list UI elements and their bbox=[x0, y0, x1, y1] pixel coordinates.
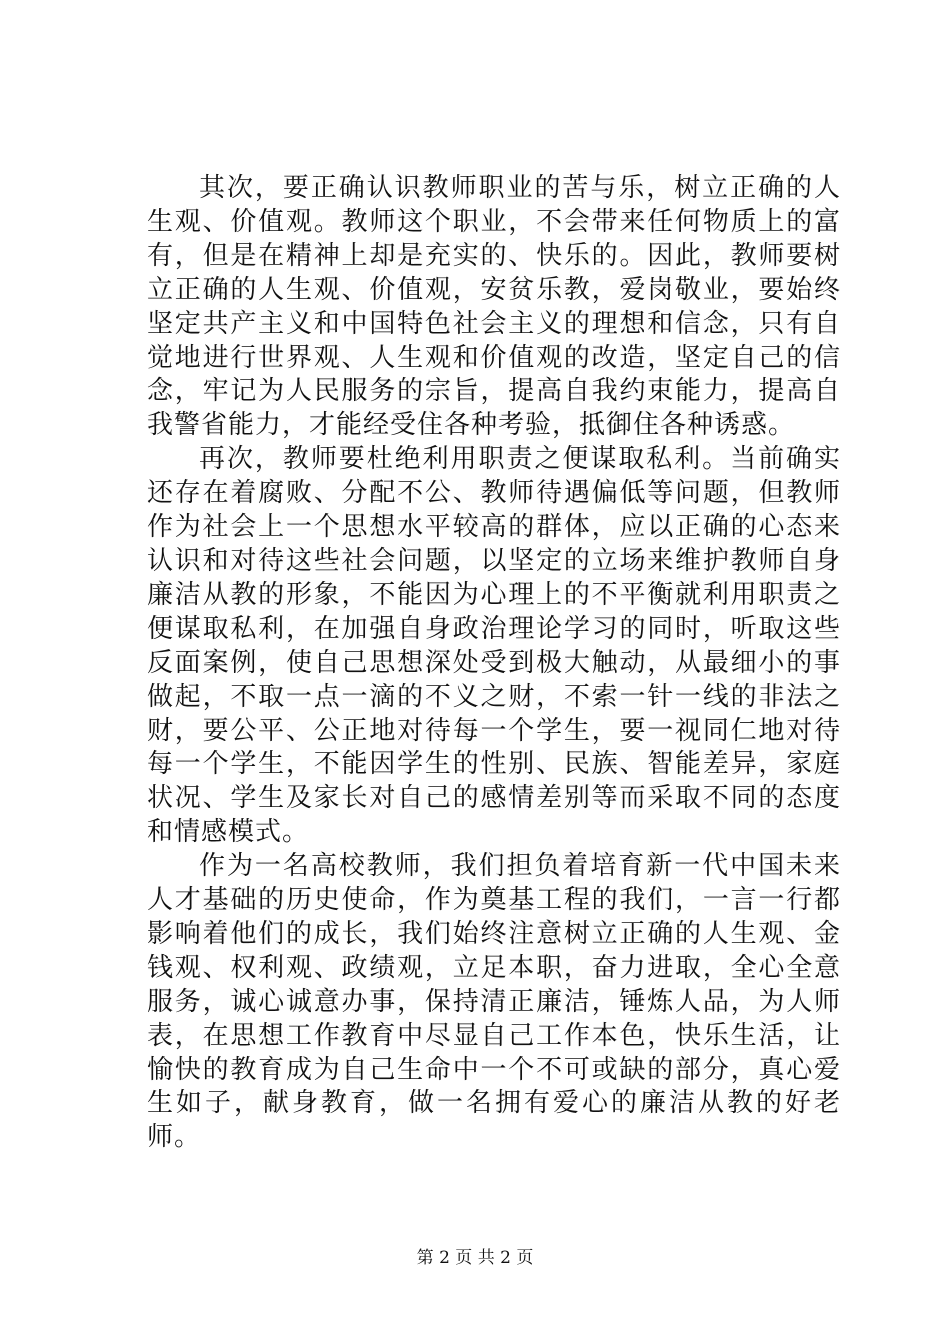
document-body bbox=[147, 172, 841, 1155]
paragraph-1: 其次，要正确认识教师职业的苦与乐，树立正确的人生观、价值观。教师这个职业，不会带来任何物质上的富有，但是在精神上却是充实的、快乐的。因此，教师要树立正确的人生观、价值观，安贫乐教，爱岗敬业，要始终坚定共产主义和中国特色社会主义的理想和信念，只有自觉地进行世界观、人生观和价值观的改造，坚定自己的信念，牢记为人民服务的宗旨，提高自我约束能力，提高自我警省能力，才能经受住各种考验，抵御住各种诱惑。 bbox=[147, 173, 841, 441]
paragraph-2: 再次，教师要杜绝利用职责之便谋取私利。当前确实还存在着腐败、分配不公、教师待遇偏低等问题，但教师作为社会上一个思想水平较高的群体，应以正确的心态来认识和对待这些社会问题，以坚定的立场来维护教师自身廉洁从教的形象，不能因为心理上的不平衡就利用职责之便谋取私利，在加强自身政治理论学习的同时，听取这些反面案例，使自己思想深处受到极大触动，从最细小的事做起，不取一点一滴的不义之财，不索一针一线的非法之财，要公平、公正地对待每一个学生，要一视同仁地对待每一个学生，不能因学生的性别、民族、智能差异，家庭状况、学生及家长对自己的感情差别等而采取不同的态度和情感模式。 bbox=[147, 444, 841, 848]
page-footer: 第 2 页 共 2 页 bbox=[416, 1248, 534, 1268]
paragraph-3: 作为一名高校教师，我们担负着培育新一代中国未来人才基础的历史使命，作为奠基工程的我们，一言一行都影响着他们的成长，我们始终注意树立正确的人生观、金钱观、权利观、政绩观，立足本职，奋力进取，全心全意服务，诚心诚意办事，保持清正廉洁，锤炼人品，为人师表，在思想工作教育中尽显自己工作本色，快乐生活，让愉快的教育成为自己生命中一个不可或缺的部分，真心爱生如子，献身教育，做一名拥有爱心的廉洁从教的好老师。 bbox=[147, 851, 841, 1153]
